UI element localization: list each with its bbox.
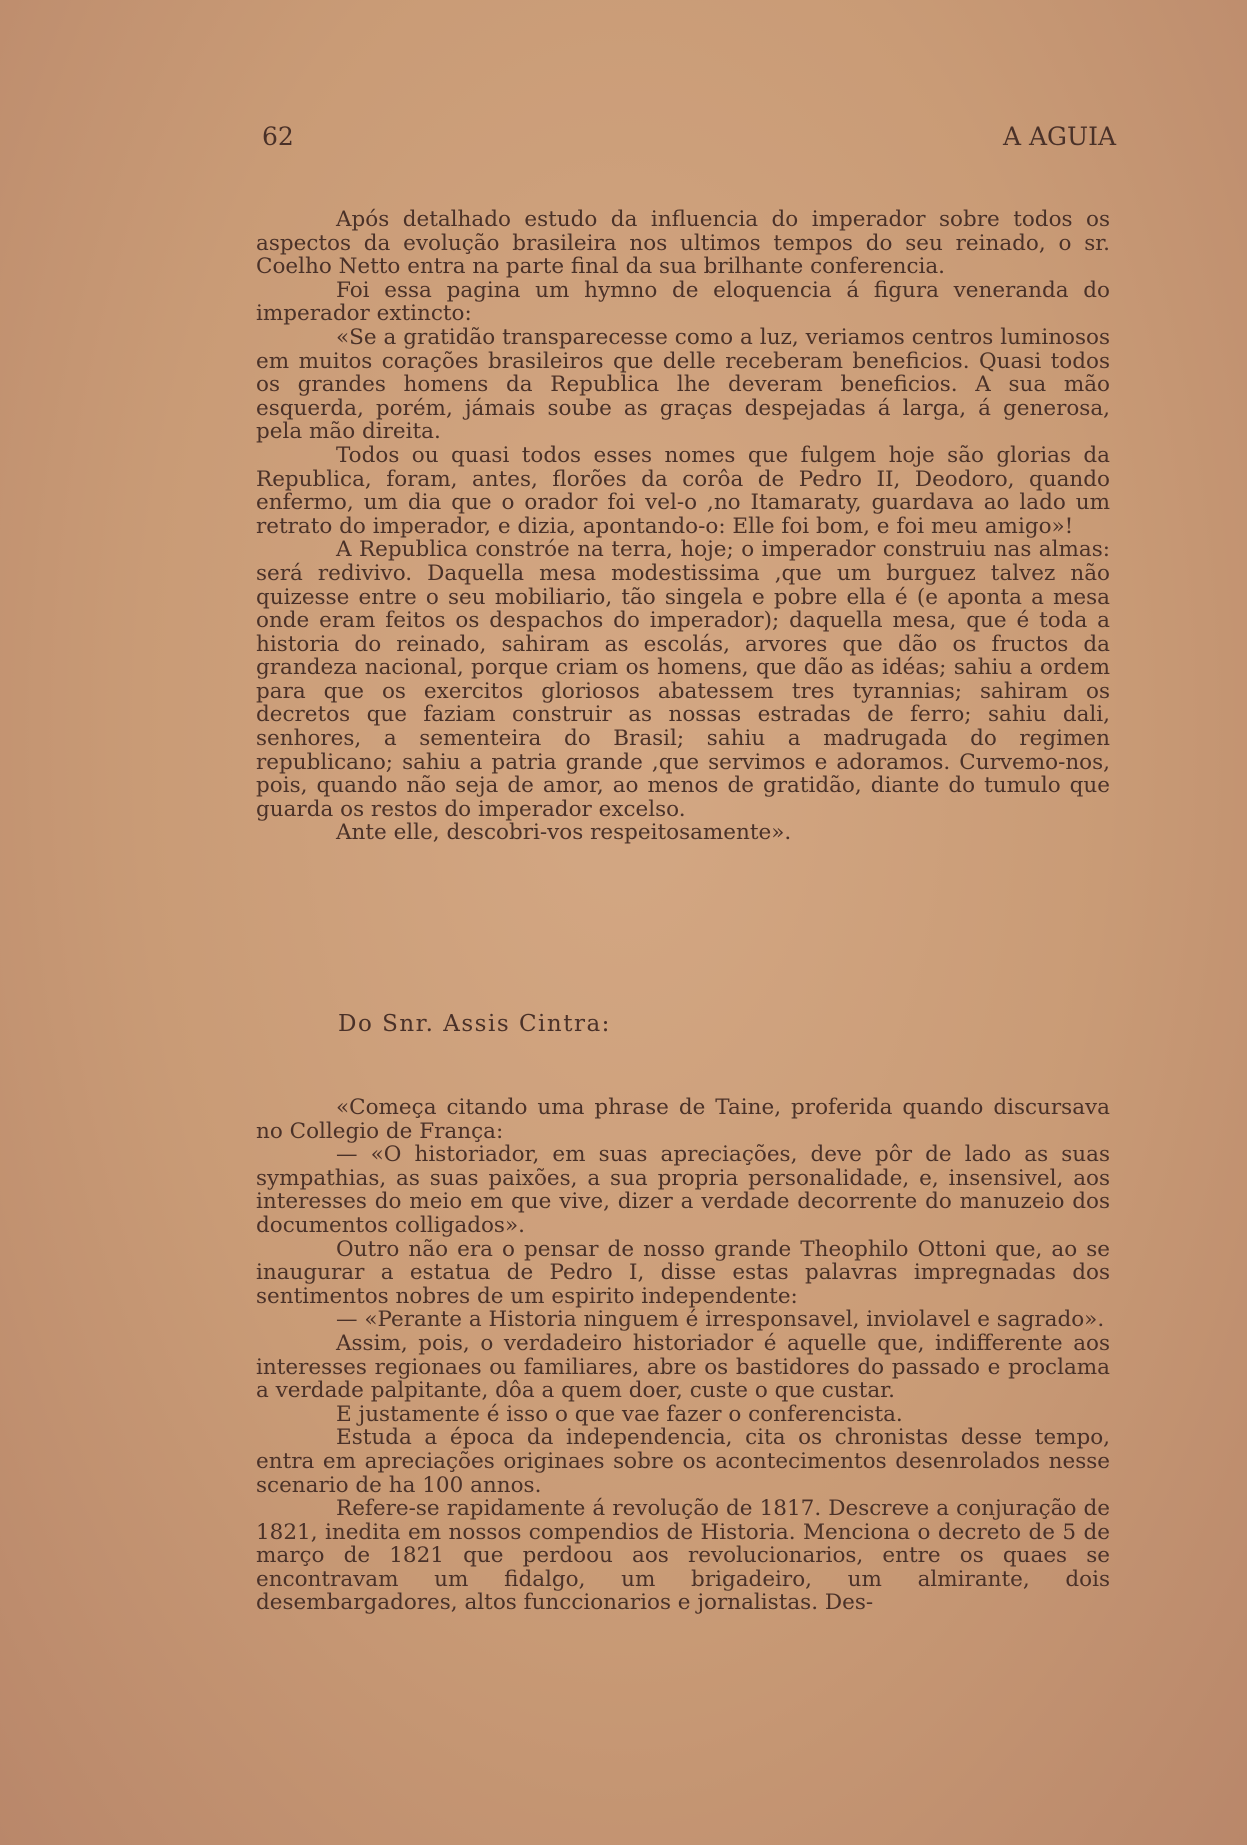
section-heading: Do Snr. Assis Cintra: — [338, 1011, 611, 1037]
running-title: A AGUIA — [1002, 122, 1116, 151]
paragraph: «Começa citando uma phrase de Taine, proferida quando discursava no Collegio de França: — [256, 1095, 1110, 1144]
paragraph: Assim, pois, o verdadeiro historiador é aquelle que, indifferente aos interesses regionaes ou familiares, abre os bastidores do passado e proclama a verdade palpitante, dôa a quem doer, custe o que custar. — [256, 1330, 1110, 1404]
paragraph: Ante elle, descobri-vos respeitosamente». — [336, 820, 792, 846]
paragraph: «Se a gratidão transparecesse como a luz, veriamos centros luminosos em muitos corações brasileiros que delle receberam beneficios. Quasi todos os grandes homens da Republica lhe deveram beneficios. A sua mão esquerda, porém, jámais soube as graças despejadas á larga, á generosa, pela mão direita. — [256, 324, 1110, 445]
assis-cintra-conference-text — [256, 1096, 1110, 1615]
paragraph: Todos ou quasi todos esses nomes que fulgem hoje são glorias da Republica, foram, antes, florões da corôa de Pedro II, Deodoro, quando enfermo, um dia que o orador foi vel-o ,no Itamaraty, guardava ao lado um retrato do imperador, e dizia, apontando-o: Elle foi bom, e foi meu amigo»! — [256, 442, 1110, 539]
coelho-netto-conference-text — [256, 208, 1110, 845]
paragraph: Refere-se rapidamente á revolução de 1817. Descreve a conjuração de 1821, inedita em nossos compendios de Historia. Menciona o decreto de 5 de março de 1821 que perdoou aos revolucionarios, entre os quaes se encontravam um fidalgo, um brigadeiro, um almirante, dois desembargadores, altos funccionarios e jornalistas. Des- — [256, 1496, 1110, 1616]
paragraph: — «O historiador, em suas apreciações, deve pôr de lado as suas sympathias, as suas paixões, a sua propria personalidade, e, insensivel, aos interesses do meio em que vive, dizer a verdade decorrente do manuzeio dos documentos colligados». — [256, 1142, 1110, 1238]
paragraph: — «Perante a Historia ninguem é irresponsavel, inviolavel e sagrado». — [336, 1307, 1105, 1333]
paragraph: A Republica constróe na terra, hoje; o imperador construiu nas almas: será redivivo. Daquella mesa modestissima ,que um burguez talvez não quizesse entre o seu mobiliario, tão singela e pobre ella é (e aponta a mesa onde eram feitos os despachos do imperador); daquella mesa, que é toda a historia do reinado, sahiram as escolás, arvores que dão os fructos da grandeza nacional, porque criam os homens, que dão as idéas; sahiu a ordem para que os exercitos gloriosos abatessem tres tyrannias; sahiram os decretos que faziam construir as nossas estradas de ferro; sahiu dali, senhores, a sementeira do Brasil; sahiu a madrugada do regimen republicano; sahiu a patria grande ,que servimos e adoramos. Curvemo-nos, pois, quando não seja de amor, ao menos de gratidão, diante do tumulo que guarda os restos do imperador excelso. — [256, 537, 1110, 822]
paragraph: Foi essa pagina um hymno de eloquencia á figura veneranda do imperador extincto: — [256, 277, 1110, 327]
paragraph: Estuda a época da independencia, cita os chronistas desse tempo, entra em apreciações originaes sobre os acontecimentos desenrolados nesse scenario de ha 100 annos. — [256, 1425, 1110, 1498]
paragraph: E justamente é isso o que vae fazer o conferencista. — [336, 1401, 903, 1427]
paragraph: Após detalhado estudo da influencia do imperador sobre todos os aspectos da evolução brasileira nos ultimos tempos do seu reinado, o sr. Coelho Netto entra na parte final da sua brilhante conferencia. — [256, 207, 1110, 280]
page-header — [262, 122, 1116, 151]
paragraph: Outro não era o pensar de nosso grande Theophilo Ottoni que, ao se inaugurar a estatua de Pedro I, disse estas palavras impregnadas dos sentimentos nobres de um espirito independente: — [256, 1236, 1110, 1309]
page-number: 62 — [262, 122, 294, 151]
